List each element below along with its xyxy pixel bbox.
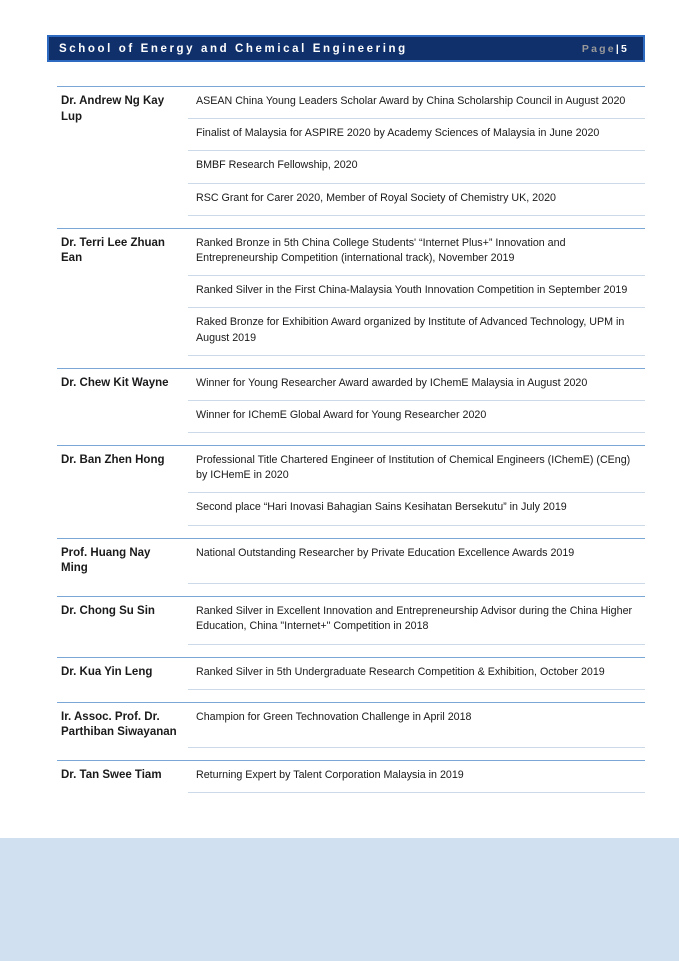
award-description: Second place “Hari Inovasi Bahagian Sains Kesihatan Bersekutu” in July 2019 xyxy=(188,493,645,525)
group-end-rule xyxy=(57,689,645,702)
staff-name: Dr. Tan Swee Tiam xyxy=(57,761,188,793)
group-end-rule xyxy=(57,793,645,806)
page-number: 5 xyxy=(620,42,629,55)
award-description: Ranked Silver in Excellent Innovation and Entrepreneurship Advisor during the China Higher Education, China "Internet+" Competition in 2018 xyxy=(188,597,645,644)
table-row xyxy=(57,761,645,793)
award-description: Professional Title Chartered Engineer of Institution of Chemical Engineers (IChemE) (CEng) by ICHemE in 2020 xyxy=(188,446,645,493)
table-row xyxy=(57,446,645,493)
table-row xyxy=(57,702,645,748)
staff-name: Dr. Andrew Ng Kay Lup xyxy=(57,87,188,216)
awards-table-body xyxy=(57,87,645,806)
award-description: RSC Grant for Carer 2020, Member of Royal Society of Chemistry UK, 2020 xyxy=(188,183,645,215)
row-spacer xyxy=(57,215,188,228)
row-spacer xyxy=(188,525,645,538)
row-spacer xyxy=(57,525,188,538)
table-row xyxy=(57,597,645,644)
row-spacer xyxy=(57,355,188,368)
award-description: Raked Bronze for Exhibition Award organized by Institute of Advanced Technology, UPM in August 2019 xyxy=(188,308,645,355)
row-spacer xyxy=(57,689,188,702)
staff-name: Ir. Assoc. Prof. Dr. Parthiban Siwayanan xyxy=(57,702,188,748)
staff-name: Dr. Ban Zhen Hong xyxy=(57,446,188,526)
row-spacer xyxy=(57,433,188,446)
row-spacer xyxy=(188,689,645,702)
row-spacer xyxy=(57,793,188,806)
row-spacer xyxy=(188,584,645,597)
row-spacer xyxy=(57,748,188,761)
bottom-blue-panel xyxy=(0,838,679,961)
group-end-rule xyxy=(57,584,645,597)
page-header-banner xyxy=(47,35,645,62)
row-spacer xyxy=(188,215,645,228)
award-description: Ranked Silver in 5th Undergraduate Research Competition & Exhibition, October 2019 xyxy=(188,657,645,689)
row-spacer xyxy=(188,355,645,368)
group-end-rule xyxy=(57,433,645,446)
group-end-rule xyxy=(57,644,645,657)
page-label: Page xyxy=(581,42,616,55)
group-end-rule xyxy=(57,525,645,538)
award-description: Winner for Young Researcher Award awarded by IChemE Malaysia in August 2020 xyxy=(188,368,645,400)
staff-name: Dr. Kua Yin Leng xyxy=(57,657,188,689)
staff-name: Dr. Terri Lee Zhuan Ean xyxy=(57,228,188,355)
group-end-rule xyxy=(57,748,645,761)
award-description: Finalist of Malaysia for ASPIRE 2020 by Academy Sciences of Malaysia in June 2020 xyxy=(188,119,645,151)
page-indicator xyxy=(582,43,633,55)
staff-name: Dr. Chong Su Sin xyxy=(57,597,188,644)
award-description: Winner for IChemE Global Award for Young Researcher 2020 xyxy=(188,400,645,432)
table-row xyxy=(57,657,645,689)
staff-name: Dr. Chew Kit Wayne xyxy=(57,368,188,432)
table-row xyxy=(57,87,645,119)
group-end-rule xyxy=(57,215,645,228)
row-spacer xyxy=(57,584,188,597)
award-description: ASEAN China Young Leaders Scholar Award by China Scholarship Council in August 2020 xyxy=(188,87,645,119)
row-spacer xyxy=(57,644,188,657)
page-separator: | xyxy=(615,42,621,55)
row-spacer xyxy=(188,644,645,657)
header-title: School of Energy and Chemical Engineering xyxy=(59,42,408,55)
award-description: BMBF Research Fellowship, 2020 xyxy=(188,151,645,183)
award-description: National Outstanding Researcher by Private Education Excellence Awards 2019 xyxy=(188,538,645,584)
award-description: Returning Expert by Talent Corporation Malaysia in 2019 xyxy=(188,761,645,793)
staff-name: Prof. Huang Nay Ming xyxy=(57,538,188,584)
award-description: Ranked Silver in the First China-Malaysia Youth Innovation Competition in September 2019 xyxy=(188,276,645,308)
table-row xyxy=(57,368,645,400)
table-row xyxy=(57,538,645,584)
awards-table xyxy=(57,86,645,805)
table-row xyxy=(57,228,645,275)
row-spacer xyxy=(188,793,645,806)
group-end-rule xyxy=(57,355,645,368)
row-spacer xyxy=(188,748,645,761)
row-spacer xyxy=(188,433,645,446)
award-description: Ranked Bronze in 5th China College Students' “Internet Plus+” Innovation and Entrepreneurship Competition (international track), November 2019 xyxy=(188,228,645,275)
award-description: Champion for Green Technovation Challenge in April 2018 xyxy=(188,702,645,748)
